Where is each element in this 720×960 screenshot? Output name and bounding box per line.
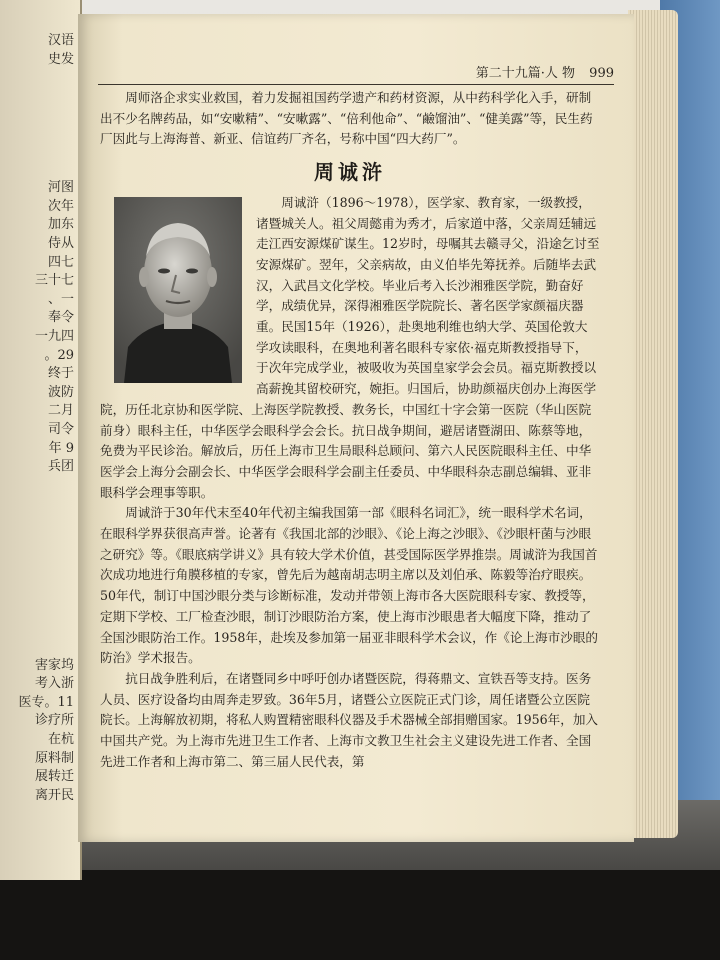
left-frag-line: 汉语 <box>47 33 74 48</box>
left-frag-line: 展转迁 <box>34 769 74 785</box>
left-frag-line: 史发 <box>47 51 74 67</box>
left-frag-line: 诊疗所 <box>34 713 74 729</box>
left-frag-line: 一九四 <box>34 328 74 344</box>
paragraph-biography-3: 抗日战争胜利后，在诸暨同乡中呼吁创办诸暨医院，得蒋鼎文、宣铁吾等支持。医务人员、医疗设备均由周奔走罗致。36年5月，诸暨公立医院正式门诊，周任诸暨公立医院院长。上海解放初期，将私人购置精密眼科仪器及手术器械全部捐赠国家。1956年，加入中国共产党。为上海市先进卫生工作者、上海市文教卫生社会主义建设先进工作者、全国先进工作者和上海市第二、第三届人民代表，第 <box>100 670 599 769</box>
left-frag-line: 终于 <box>47 366 74 382</box>
left-frag-line: 加东 <box>47 217 74 233</box>
dark-background <box>0 870 720 960</box>
paragraph-biography-1: 周诚浒（1896～1978），医学家、教育家，一级教授，诸暨城关人。祖父周懿甫为秀才，后家道中落，父亲周廷辅远走江西安源煤矿谋生。12岁时，母嘱其去赣寻父，沿途乞讨至安源煤矿。翌年，父亲病故，由义伯毕先筹抚养。后随毕去武汉，入武昌文化学校。毕业后考入长沙湘雅医学院，勤奋好学，成绩优异，深得湘雅医学院院长、著名医学家颜福庆器重。民国15年（1926），赴奥地利维也纳大学、英国伦敦大学攻读眼科，在奥地利著名眼科专家依·福克斯教授指导下，于次年完成学业，被吸收为英国皇家学会会员。福克斯教授以高薪挽其留校研究，婉拒。归国后，协助颜福庆创办上海医学院，历任北京协和医学院、上海医学院教授、教务长，中国红十字会第一医院（华山医院前身）眼科主任，中华医学会眼科学会会长。抗日战争期间，避居诸暨湖田、陈蔡等地，免费为平民诊治。解放后，历任上海市卫生局眼科总顾问、第六人民医院眼科主任、中华医学会上海分会副会长、中华医学会眼科学会副主任委员、中华眼科杂志副总编辑、亚非眼科学会理事等职。 <box>100 194 600 500</box>
left-frag-line: 考入浙 <box>34 676 74 692</box>
left-frag-line: 司令 <box>47 421 74 437</box>
left-frag-line: 侍从 <box>47 235 74 251</box>
left-frag-line: 奉令 <box>47 310 74 326</box>
paragraph-biography-2: 周诚浒于30年代末至40年代初主编我国第一部《眼科名词汇》，统一眼科学术名词，在眼科学界获很高声誉。论著有《我国北部的沙眼》、《论上海之沙眼》、《沙眼杆菌与沙眼之研究》等。《眼底病学讲义》具有较大学术价值，甚受国际医学界推崇。周诚浒为我国首次成功地进行角膜移植的专家，曾先后为越南胡志明主席以及刘伯承、陈毅等治疗眼疾。50年代，制订中国沙眼分类与诊断标准，发动并带领上海市各大医院眼科专家、教授等，定期下学校、工厂检查沙眼，制订沙眼防治方案，使上海市沙眼患者大幅度下降，推动了全国沙眼防治工作。1958年，赴埃及参加第一届亚非眼科学术会议，作《论上海市沙眼的防治》学术报告。 <box>100 505 599 666</box>
body-text <box>100 88 600 773</box>
left-frag-line: 三十七 <box>34 273 74 289</box>
left-frag-line: 医专。11 <box>18 694 74 710</box>
left-frag-line: 波防 <box>47 384 74 400</box>
left-page-fragments <box>0 32 78 803</box>
page-number: 999 <box>589 66 614 81</box>
book-page <box>78 14 634 842</box>
left-frag-line: 年 9 <box>48 440 74 456</box>
left-frag-line: 害家坞 <box>34 657 74 673</box>
running-header <box>98 62 614 85</box>
biography-title: 周诚浒 <box>314 160 386 185</box>
left-frag-line: 次年 <box>47 198 74 214</box>
left-page <box>0 0 82 880</box>
paragraph-top: 周师洛企求实业救国，着力发掘祖国药学遗产和药材资源，从中药科学化入手，研制出不少名牌药品，如“安嗽精”、“安嗽露”、“倍利他命”、“鹼馏油”、“健美露”等，民生药厂因此与上海海普、新亚、信谊药厂齐名，号称中国“四大药厂”。 <box>100 90 593 147</box>
left-frag-line: 原料制 <box>34 750 74 766</box>
portrait-photo <box>114 197 242 383</box>
left-frag-line: 。29 <box>44 347 74 363</box>
section-label: 第二十九篇·人 物 <box>475 66 576 81</box>
left-frag-line: 二月 <box>47 403 74 419</box>
left-frag-line: 离开民 <box>34 787 74 803</box>
left-frag-line: 河图 <box>47 180 74 196</box>
left-frag-line: 、一 <box>47 291 74 307</box>
left-frag-line: 兵团 <box>47 459 74 475</box>
page-edges <box>628 10 678 838</box>
left-frag-line: 在杭 <box>47 732 74 748</box>
left-frag-line: 四七 <box>47 254 74 270</box>
